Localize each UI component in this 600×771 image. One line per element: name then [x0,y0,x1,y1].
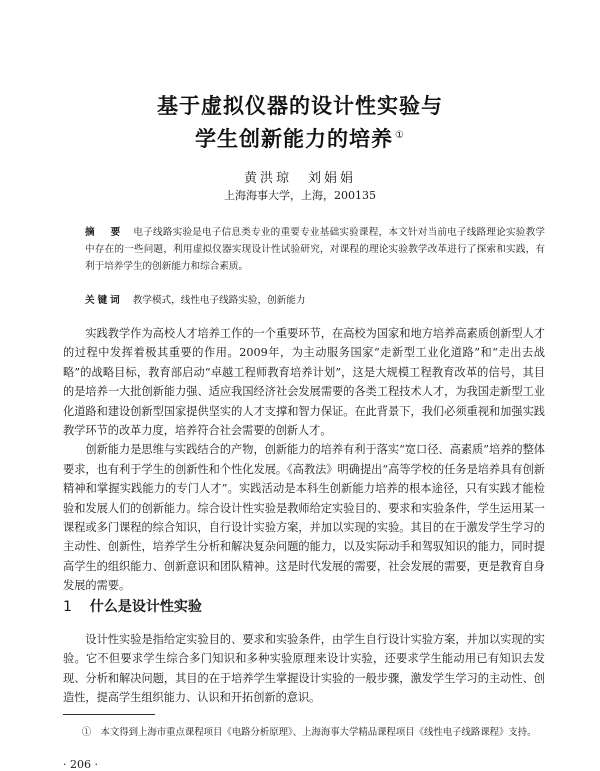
section-1-heading [63,596,202,616]
footnote: ① 本文得到上海市重点课程项目《电路分析原理》、上海海事大学精品课程项目《线性电子线路课程》支持。 [81,727,537,738]
section-1-number: 1 [63,599,72,615]
paper-title-line-2 [0,123,600,153]
section-1-body [63,630,545,708]
paper-title-text: 学生创新能力的培养 [195,127,394,151]
abstract-text: 电子线路实验是电子信息类专业的重要专业基础实验课程，本文针对当前电子线路理论实验教学中存在的一些问题，利用虚拟仪器实现设计性试验研究，对课程的理论实验教学改革进行了探索和实践，有利于培养学生的创新能力和综合素质。 [85,227,546,272]
title-footnote-marker: ① [395,130,405,141]
abstract-label: 摘 要 [85,227,124,238]
intro-section [63,324,545,596]
authors: 黄洪琼 刘娟娟 [243,171,356,186]
keywords-text: 教学模式，线性电子线路实验，创新能力 [132,295,306,306]
page-number: · 206 · [63,758,98,771]
intro-paragraph-2: 创新能力是思维与实践结合的产物，创新能力的培养有利于落实“宽口径、高素质”培养的整体要求，也有利于学生的创新性和个性化发展。《高教法》明确提出“高等学校的任务是培养具有创新精神和掌握实践能力的专门人才”。实践活动是本科生创新能力培养的根本途径，只有实践才能检验和发展人们的创新能力。综合设计性实验是教师给定实验目的、要求和实验条件，学生运用某一课程或多门课程的综合知识，自行设计实验方案，并加以实现的实验。其目的在于激发学生学习的主动性、创新性，培养学生分析和解决复杂问题的能力，以及实际动手和驾驭知识的能力，同时提高学生的组织能力、创新意识和团队精神。这是时代发展的需要，社会发展的需要，更是教育自身发展的需要。 [63,443,545,593]
section-1-paragraph-1: 设计性实验是指给定实验目的、要求和实验条件，由学生自行设计实验方案，并加以实现的实验。它不但要求学生综合多门知识和多种实验原理来设计实验，还要求学生能动用已有知识去发现、分析和解决问题，其目的在于培养学生掌握设计实验的一般步骤，激发学生学习的主动性、创造性，提高学生组织能力、认识和开拓创新的意识。 [63,633,545,705]
footnote-divider [63,714,155,715]
paper-title-line-1: 基于虚拟仪器的设计性实验与 [157,94,443,118]
intro-paragraph-1: 实践教学作为高校人才培养工作的一个重要环节，在高校为国家和地方培养高素质创新型人才的过程中发挥着极其重要的作用。2009年，为主动服务国家“走新型工业化道路”和“走出去战略”的战略目标，教育部启动“卓越工程师教育培养计划”，这是大规模工程教育改革的信号，其目的是培养一大批创新能力强、适应我国经济社会发展需要的各类工程技术人才，为我国走新型工业化道路和建设创新型国家提供坚实的人才支撑和智力保证。在此背景下，我们必须重视和加强实践教学环节的改革力度，培养符合社会需要的创新人才。 [63,327,545,438]
keywords-label: 关键词 [85,295,123,306]
abstract [85,224,545,275]
keywords [85,292,545,306]
section-1-title: 什么是设计性实验 [89,599,202,615]
affiliation: 上海海事大学，上海，200135 [224,189,376,202]
